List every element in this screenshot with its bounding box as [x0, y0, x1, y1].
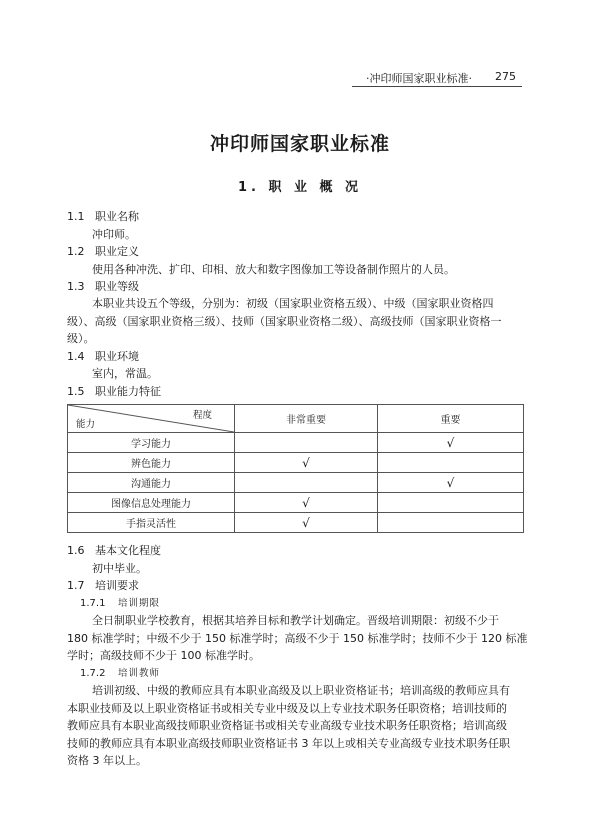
- section-number: 1.5: [67, 385, 85, 398]
- section-number: 1.6: [67, 544, 85, 557]
- ability-name: 辨色能力: [68, 453, 235, 473]
- table-header-row: [68, 405, 524, 433]
- section-number: 1.1: [67, 210, 85, 223]
- section-title: 职业等级: [95, 280, 139, 293]
- very-important-mark: [235, 473, 378, 493]
- table-row: [68, 473, 524, 493]
- section-1-7-heading: [67, 579, 139, 593]
- table-row: [68, 453, 524, 473]
- section-1-3-heading: [67, 280, 139, 294]
- section-1-7-2-body-line1: 培训初级、中级的教师应具有本职业高级及以上职业资格证书；培训高级的教师应具有: [92, 684, 510, 697]
- running-header-title: ·冲印师国家职业标准·: [366, 72, 472, 85]
- ability-name: 学习能力: [68, 433, 235, 453]
- important-mark: √: [378, 433, 524, 453]
- section-1-7-2-body-line4: 技师的教师应具有本职业高级技师职业资格证书 3 年以上或相关专业高级专业技术职务任职: [67, 737, 510, 750]
- header-very-important: 非常重要: [235, 405, 378, 433]
- important-mark: [378, 493, 524, 513]
- section-1-7-1-body-line3: 学时；高级技师不少于 100 标准学时。: [67, 649, 260, 662]
- section-number: 1.4: [67, 350, 85, 363]
- important-mark: [378, 453, 524, 473]
- section-1-1-body: 冲印师。: [92, 228, 136, 241]
- table-row: [68, 493, 524, 513]
- section-1-4-body: 室内，常温。: [92, 367, 158, 380]
- page-number: 275: [495, 70, 516, 83]
- section-title: 培训要求: [95, 579, 139, 592]
- section-1-1-heading: [67, 210, 139, 224]
- ability-name: 沟通能力: [68, 473, 235, 493]
- ability-name: 手指灵活性: [68, 513, 235, 533]
- section-1-7-1-body-line2: 180 标准学时；中级不少于 150 标准学时；高级不少于 150 标准学时；技师不少于 120 标准: [67, 632, 528, 645]
- section-1-2-body: 使用各种冲洗、扩印、印相、放大和数字图像加工等设备制作照片的人员。: [92, 263, 455, 276]
- section-1-7-2-heading: [80, 667, 160, 681]
- table-row: [68, 513, 524, 533]
- section-1-7-2-body-line3: 教师应具有本职业高级技师职业资格证书或相关专业高级专业技术职务任职资格；培训高级: [67, 719, 507, 732]
- section-title: 培训教师: [118, 668, 161, 679]
- section-title: 职业能力特征: [95, 385, 161, 398]
- chapter-heading: 1. 职 业 概 况: [237, 180, 363, 195]
- section-1-7-1-body-line1: 全日制职业学校教育，根据其培养目标和教学计划确定。晋级培训期限：初级不少于: [92, 614, 499, 627]
- section-number: 1.3: [67, 280, 85, 293]
- section-1-4-heading: [67, 350, 139, 364]
- very-important-mark: √: [235, 453, 378, 473]
- ability-name: 图像信息处理能力: [68, 493, 235, 513]
- section-1-3-body-line2: 级）、高级（国家职业资格三级）、技师（国家职业资格二级）、高级技师（国家职业资格一: [67, 315, 502, 328]
- corner-label-degree: 程度: [192, 410, 212, 421]
- section-1-7-2-body-line5: 资格 3 年以上。: [67, 754, 147, 767]
- section-title: 培训期限: [118, 598, 161, 609]
- section-title: 职业定义: [95, 245, 139, 258]
- ability-table: [67, 404, 524, 533]
- section-1-3-body-line3: 级）。: [67, 332, 95, 345]
- section-number: 1.7.2: [80, 668, 106, 679]
- section-1-6-body: 初中毕业。: [92, 562, 147, 575]
- section-1-3-body-line1: 本职业共设五个等级，分别为：初级（国家职业资格五级）、中级（国家职业资格四: [92, 297, 494, 310]
- section-title: 职业环境: [95, 350, 139, 363]
- running-header: [352, 68, 522, 87]
- section-title: 基本文化程度: [95, 544, 161, 557]
- section-number: 1.2: [67, 245, 85, 258]
- section-number: 1.7: [67, 579, 85, 592]
- very-important-mark: √: [235, 513, 378, 533]
- table-corner-cell: [68, 405, 235, 433]
- header-important: 重要: [378, 405, 524, 433]
- section-1-7-2-body-line2: 本职业技师及以上职业资格证书或相关专业中级及以上专业技术职务任职资格；培训技师的: [67, 702, 507, 715]
- document-title: 冲印师国家职业标准: [209, 133, 390, 155]
- section-1-7-1-heading: [80, 597, 160, 611]
- corner-label-ability: 能力: [76, 419, 96, 430]
- section-number: 1.7.1: [80, 598, 106, 609]
- important-mark: √: [378, 473, 524, 493]
- important-mark: [378, 513, 524, 533]
- very-important-mark: √: [235, 493, 378, 513]
- section-1-2-heading: [67, 245, 139, 259]
- very-important-mark: [235, 433, 378, 453]
- section-1-6-heading: [67, 544, 161, 558]
- section-1-5-heading: [67, 385, 161, 399]
- table-row: [68, 433, 524, 453]
- section-title: 职业名称: [95, 210, 139, 223]
